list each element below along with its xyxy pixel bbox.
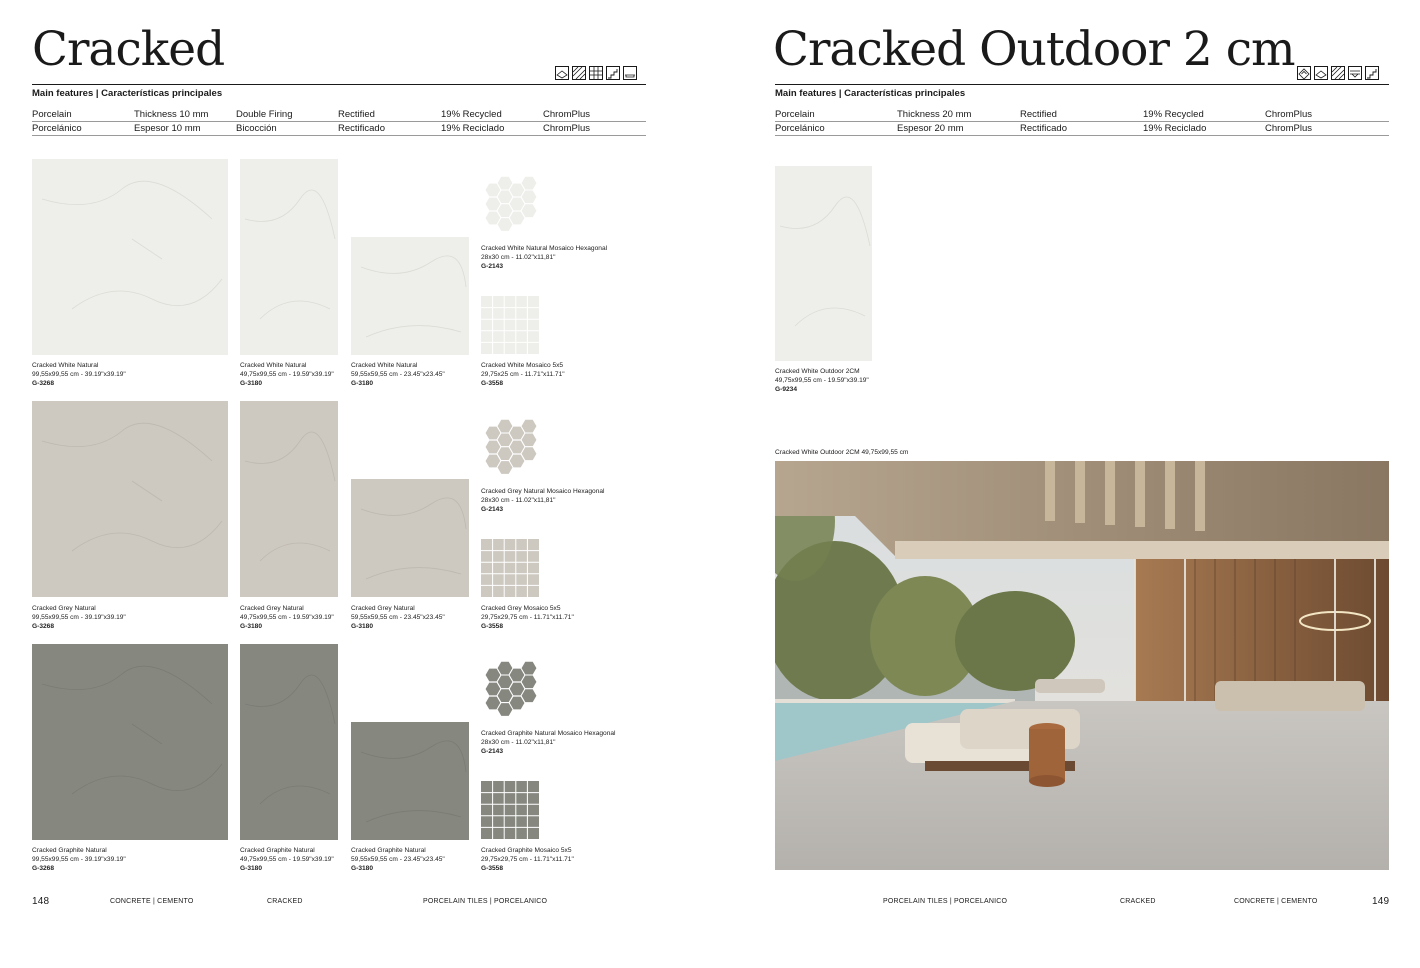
tile-caption: Cracked White Natural Mosaico Hexagonal 28x30 cm - 11.02"x11,81" G-2143	[481, 245, 608, 270]
feature-material: Porcelain	[32, 109, 72, 120]
feature-firing: Bicocción	[236, 123, 277, 134]
tile-caption: Cracked Grey Mosaico 5x5 29,75x29,75 cm - 11.71"x11.71" G-3558	[481, 605, 574, 630]
page-number: 148	[32, 896, 50, 907]
footer-category: CONCRETE | CEMENTO	[110, 898, 194, 905]
feature-chromplus: ChromPlus	[1265, 123, 1312, 134]
stairs-icon	[606, 66, 620, 80]
feature-chromplus: ChromPlus	[543, 123, 590, 134]
footer-collection: PORCELAIN TILES | PORCELANICO	[883, 898, 1008, 905]
feature-thickness: Espesor 20 mm	[897, 123, 964, 134]
feature-thickness: Thickness 10 mm	[134, 109, 209, 120]
features-heading: Main features | Características principales	[32, 88, 223, 99]
tile-caption: Cracked White Natural 49,75x99,55 cm - 19.59"x39.19" G-3180	[240, 362, 334, 387]
tile-caption: Cracked Grey Natural 99,55x99,55 cm - 39.19"x39.19" G-3268	[32, 605, 126, 630]
footer-series: CRACKED	[267, 898, 303, 905]
feature-rectified: Rectified	[1020, 109, 1057, 120]
tile-caption: Cracked Graphite Natural 49,75x99,55 cm - 19.59"x39.19" G-3180	[240, 847, 334, 872]
feature-rectified: Rectified	[338, 109, 375, 120]
feature-rectified: Rectificado	[1020, 123, 1067, 134]
page-title: Cracked Outdoor 2 cm	[773, 22, 1295, 77]
tile-caption: Cracked White Natural 99,55x99,55 cm - 39.19"x39.19" G-3268	[32, 362, 126, 387]
hexagon-mosaic	[481, 660, 545, 724]
floor-icon	[1314, 66, 1328, 80]
tile-swatch	[240, 644, 338, 840]
square-mosaic	[481, 781, 539, 839]
feature-rectified: Rectificado	[338, 123, 385, 134]
tile-caption: Cracked Graphite Natural 59,55x59,55 cm - 23.45"x23.45" G-3180	[351, 847, 445, 872]
square-mosaic	[481, 539, 539, 597]
feature-recycled: 19% Recycled	[1143, 109, 1204, 120]
feature-thickness: Thickness 20 mm	[897, 109, 972, 120]
tile-swatch	[32, 159, 228, 355]
feature-icons	[555, 66, 637, 80]
floor-icon	[555, 66, 569, 80]
tile-swatch	[351, 722, 469, 840]
tile-caption: Cracked White Mosaico 5x5 29,75x25 cm - 11.71"x11.71" G-3558	[481, 362, 565, 387]
title-rule	[32, 84, 646, 85]
page-title: Cracked	[32, 22, 225, 77]
features-row-en	[775, 108, 1389, 122]
feature-recycled: 19% Reciclado	[1143, 123, 1207, 134]
hexagon-mosaic	[481, 175, 545, 239]
outdoor-floor-icon	[1297, 66, 1311, 80]
title-rule	[775, 84, 1389, 85]
tile-caption: Cracked Grey Natural Mosaico Hexagonal 28x30 cm - 11.02"x11,81" G-2143	[481, 488, 605, 513]
wall-icon	[1331, 66, 1345, 80]
tile-caption: Cracked White Outdoor 2CM 49,75x99,55 cm - 19.59"x39.19" G-9234	[775, 368, 869, 393]
square-mosaic	[481, 296, 539, 354]
features-row-es	[775, 122, 1389, 136]
feature-icons	[1297, 66, 1379, 80]
photo-caption: Cracked White Outdoor 2CM 49,75x99,55 cm	[775, 449, 909, 456]
footer-collection: PORCELAIN TILES | PORCELANICO	[423, 898, 548, 905]
feature-chromplus: ChromPlus	[543, 109, 590, 120]
tile-caption: Cracked Grey Natural 49,75x99,55 cm - 19.59"x39.19" G-3180	[240, 605, 334, 630]
footer-category: CONCRETE | CEMENTO	[1234, 898, 1318, 905]
page-number: 149	[1372, 896, 1390, 907]
steps-icon	[1348, 66, 1362, 80]
grid-icon	[589, 66, 603, 80]
tile-swatch	[351, 237, 469, 355]
tile-swatch	[351, 479, 469, 597]
tile-swatch	[240, 159, 338, 355]
tile-swatch	[240, 401, 338, 597]
ambient-photo	[775, 461, 1389, 870]
features-row-en	[32, 108, 646, 122]
feature-recycled: 19% Reciclado	[441, 123, 505, 134]
features-row-es	[32, 122, 646, 136]
stairs-icon	[1365, 66, 1379, 80]
tile-caption: Cracked Graphite Natural Mosaico Hexagonal 28x30 cm - 11.02"x11,81" G-2143	[481, 730, 616, 755]
tile-swatch	[775, 166, 872, 361]
feature-material: Porcelánico	[32, 123, 82, 134]
tile-swatch	[32, 401, 228, 597]
tile-swatch	[32, 644, 228, 840]
feature-firing: Double Firing	[236, 109, 293, 120]
feature-recycled: 19% Recycled	[441, 109, 502, 120]
feature-material: Porcelain	[775, 109, 815, 120]
hexagon-mosaic	[481, 418, 545, 482]
tile-caption: Cracked Grey Natural 59,55x59,55 cm - 23.45"x23.45" G-3180	[351, 605, 445, 630]
tile-caption: Cracked White Natural 59,55x59,55 cm - 23.45"x23.45" G-3180	[351, 362, 445, 387]
features-heading: Main features | Características principales	[775, 88, 966, 99]
feature-thickness: Espesor 10 mm	[134, 123, 201, 134]
tile-caption: Cracked Graphite Mosaico 5x5 29,75x29,75 cm - 11.71"x11.71" G-3558	[481, 847, 574, 872]
feature-material: Porcelánico	[775, 123, 825, 134]
feature-chromplus: ChromPlus	[1265, 109, 1312, 120]
wall-icon	[572, 66, 586, 80]
bathtub-icon	[623, 66, 637, 80]
tile-caption: Cracked Graphite Natural 99,55x99,55 cm - 39.19"x39.19" G-3268	[32, 847, 126, 872]
footer-series: CRACKED	[1120, 898, 1156, 905]
